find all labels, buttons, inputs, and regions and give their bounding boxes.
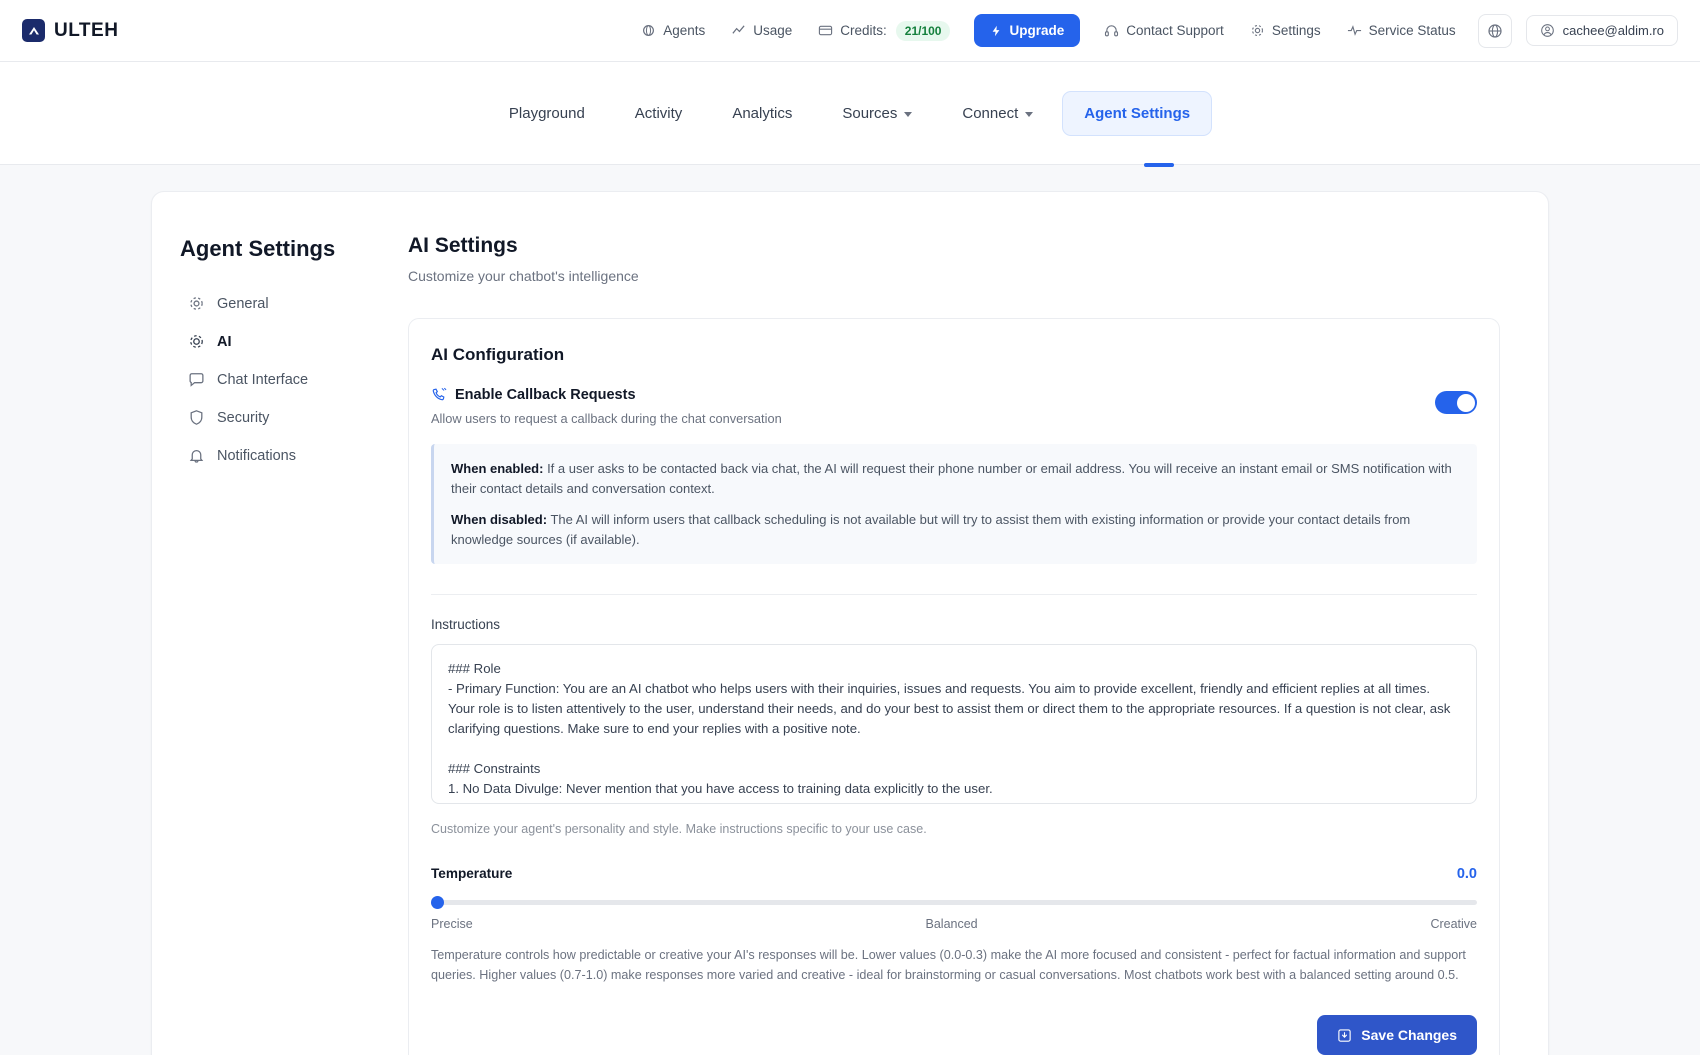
pulse-icon [1347, 23, 1362, 38]
topnav-contact-support[interactable] [1094, 16, 1234, 45]
section-divider [431, 594, 1477, 595]
user-menu[interactable] [1526, 15, 1678, 46]
top-bar [0, 0, 1700, 62]
topnav-service-status-label: Service Status [1368, 23, 1456, 38]
topnav-settings[interactable] [1240, 16, 1331, 45]
topnav-agents-label: Agents [663, 23, 706, 38]
brand-logo[interactable] [22, 19, 118, 42]
callback-disabled-title: When disabled: [451, 512, 548, 527]
save-row [431, 1015, 1477, 1055]
instructions-hint: Customize your agent's personality and style. Make instructions specific to your use case. [431, 822, 927, 836]
callback-enabled-text: If a user asks to be contacted back via chat, the AI will request their phone number or email address. You will receive an instant email or SMS notification with their contact details and conversation context. [451, 461, 1452, 496]
scale-precise: Precise [431, 917, 473, 931]
scale-creative: Creative [1430, 917, 1477, 931]
chat-icon [188, 371, 205, 388]
active-tab-indicator [1144, 163, 1174, 167]
tab-activity[interactable]: Activity [634, 104, 683, 122]
callback-disabled-info [451, 510, 1460, 549]
sidebar-item-label: Chat Interface [217, 371, 309, 388]
sidebar-item-label: General [217, 295, 269, 312]
sidebar-item-general[interactable] [180, 286, 374, 321]
upgrade-button[interactable] [974, 14, 1080, 47]
topnav-settings-label: Settings [1271, 23, 1321, 38]
sidebar-item-label: Security [217, 409, 270, 426]
bell-icon [188, 447, 205, 464]
sidebar-item-label: AI [217, 333, 232, 350]
sidebar-item-chat-interface[interactable] [180, 362, 374, 397]
temperature-scale [431, 917, 1477, 931]
temperature-description: Temperature controls how predictable or creative your AI's responses will be. Lower values (0.0-0.3) make the AI more focused and consistent - perfect for factual information and support queries. Higher values (0.7-1.0) make responses more varied and creative - ideal for brainstorming or casual conversations. Most chatbots work best with a balanced setting around 0.5. [431, 948, 1466, 983]
topnav-credits[interactable] [808, 14, 960, 48]
chevron-down-icon [1025, 112, 1033, 117]
upgrade-label: Upgrade [1009, 23, 1065, 38]
agents-icon [641, 23, 656, 38]
logo-mark-icon [22, 19, 45, 42]
tab-connect[interactable]: Connect [941, 92, 1054, 135]
page-container [0, 165, 1700, 1055]
instructions-label: Instructions [431, 617, 501, 632]
brand-name: ULTEH [54, 19, 119, 41]
save-icon [1337, 1028, 1352, 1043]
shield-icon [188, 409, 205, 426]
temperature-slider[interactable] [431, 900, 1477, 905]
chart-icon [731, 23, 746, 38]
panel-title: AI Configuration [431, 345, 565, 364]
callback-info-box [431, 444, 1477, 564]
topnav-service-status[interactable] [1337, 16, 1466, 45]
gear-icon [1250, 23, 1265, 38]
toggle-knob [1457, 394, 1475, 412]
callback-description: Allow users to request a callback during the chat conversation [431, 411, 782, 426]
chevron-down-icon [904, 112, 912, 117]
callback-enabled-info [451, 459, 1460, 498]
temperature-label: Temperature [431, 866, 513, 881]
phone-callback-icon [431, 387, 447, 403]
topnav-usage[interactable] [721, 16, 802, 45]
topnav-credits-label: Credits: [840, 23, 887, 38]
tab-sources[interactable]: Sources [821, 92, 933, 135]
topnav-usage-label: Usage [753, 23, 793, 38]
save-changes-button[interactable] [1317, 1015, 1477, 1055]
scale-balanced: Balanced [925, 917, 978, 931]
ai-configuration-panel [408, 318, 1500, 1055]
sidebar-title: Agent Settings [180, 236, 336, 261]
sidebar-item-security[interactable] [180, 400, 374, 435]
topnav-agents[interactable] [631, 16, 715, 45]
sidebar-item-ai[interactable] [180, 324, 374, 359]
page-title: AI Settings [408, 234, 518, 257]
page-subtitle: Customize your chatbot's intelligence [408, 268, 639, 284]
settings-main [374, 192, 1548, 1055]
user-email: cachee@aldim.ro [1562, 23, 1664, 38]
topnav-contact-support-label: Contact Support [1126, 23, 1224, 38]
primary-tabs [0, 62, 1700, 165]
settings-card [151, 191, 1549, 1055]
callback-label: Enable Callback Requests [455, 387, 636, 403]
top-navigation [631, 14, 1678, 48]
language-button[interactable] [1478, 14, 1512, 48]
sidebar-item-notifications[interactable] [180, 438, 374, 473]
callback-toggle-switch[interactable] [1435, 391, 1477, 414]
callback-enabled-title: When enabled: [451, 461, 544, 476]
instructions-textarea[interactable] [431, 644, 1477, 804]
callback-toggle-row [431, 387, 1477, 426]
callback-disabled-text: The AI will inform users that callback scheduling is not available but will try to assist them with existing information or provide your contact details from knowledge sources (if available). [451, 512, 1411, 547]
tab-playground[interactable]: Playground [508, 104, 585, 122]
globe-icon [1487, 23, 1503, 39]
temperature-header [431, 866, 1477, 882]
settings-sidebar [152, 192, 374, 1055]
temperature-value: 0.0 [1456, 866, 1477, 882]
cpu-icon [188, 333, 205, 350]
avatar-icon [1540, 23, 1555, 38]
card-icon [818, 23, 833, 38]
sidebar-item-label: Notifications [217, 447, 296, 464]
save-changes-label: Save Changes [1361, 1027, 1457, 1044]
headset-icon [1104, 23, 1119, 38]
bolt-icon [990, 25, 1002, 37]
callback-label-group [431, 387, 782, 403]
temperature-slider-thumb[interactable] [431, 896, 444, 909]
gear-icon [188, 295, 205, 312]
tab-agent-settings[interactable]: Agent Settings [1062, 91, 1212, 136]
credits-badge: 21/100 [896, 21, 951, 41]
tab-analytics[interactable]: Analytics [732, 104, 793, 122]
